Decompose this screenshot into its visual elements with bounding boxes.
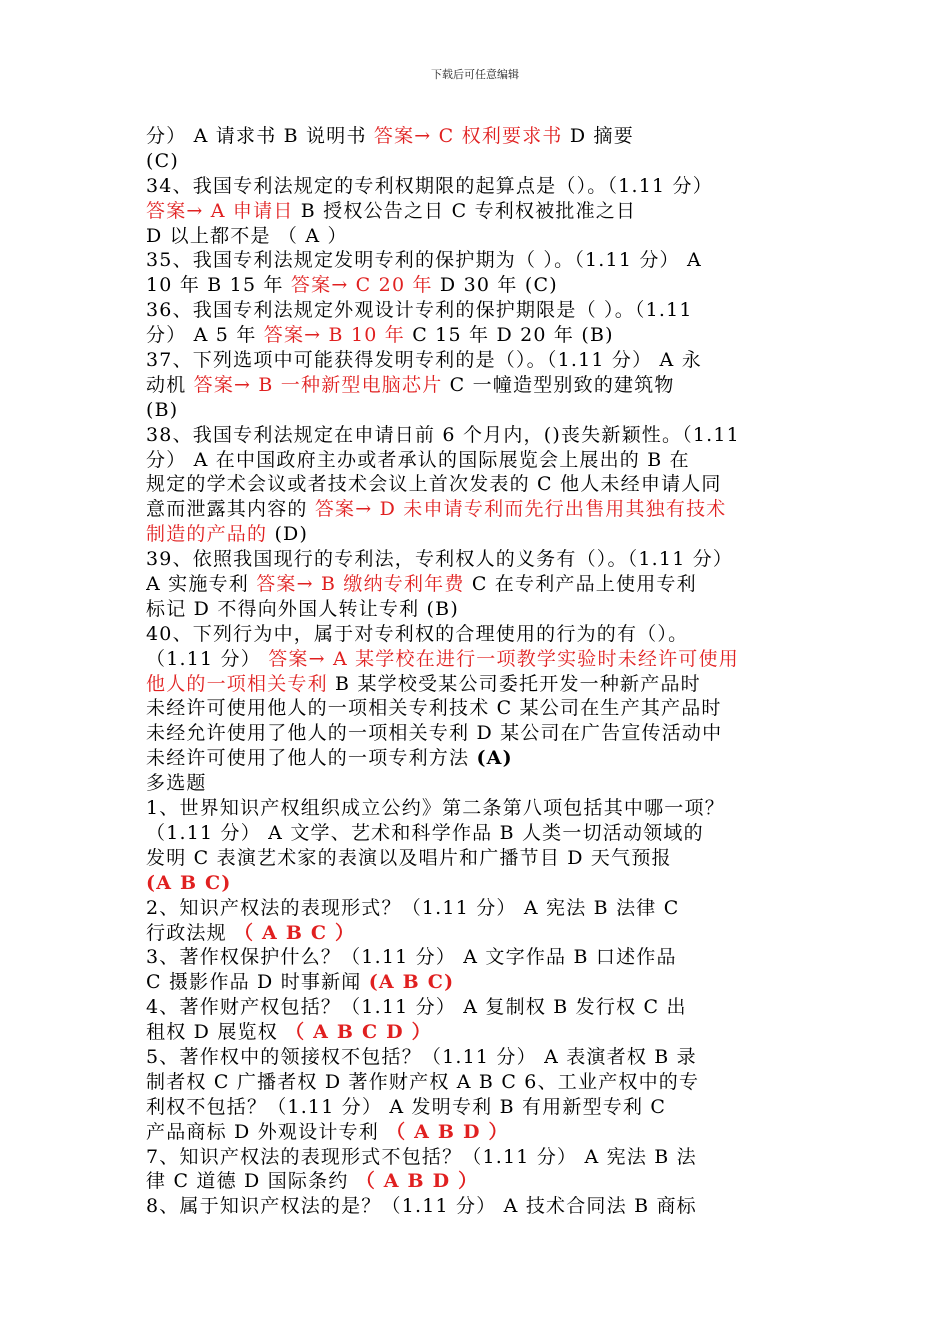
text-line bbox=[146, 771, 808, 796]
line-text: D 以上都不是 （ A ） bbox=[146, 224, 348, 247]
line-text: 动机 bbox=[146, 373, 194, 396]
text-line bbox=[146, 995, 808, 1020]
answer-key: (A B C) bbox=[368, 971, 455, 994]
text-line bbox=[146, 323, 808, 348]
text-line bbox=[146, 696, 808, 721]
answer-text: 答案→ D 未申请专利而先行出售用其独有技术 bbox=[314, 498, 727, 521]
text-line bbox=[146, 1169, 808, 1194]
line-text: D 摘要 bbox=[562, 125, 634, 147]
line-text: 1、世界知识产权组织成立公约》第二条第八项包括其中哪一项？ bbox=[146, 797, 725, 820]
answer-text: 他人的一项相关专利 bbox=[146, 672, 328, 695]
document-body bbox=[146, 124, 808, 1219]
text-line bbox=[146, 647, 808, 672]
text-line bbox=[146, 945, 808, 970]
text-line bbox=[146, 896, 808, 921]
line-text: C 15 年 D 20 年 (B) bbox=[404, 324, 614, 347]
text-line bbox=[146, 497, 808, 522]
line-text: 未经许可使用他人的一项相关专利技术 C 某公司在生产其产品时 bbox=[146, 697, 722, 720]
line-text: 律 C 道德 D 国际条约 bbox=[146, 1170, 356, 1193]
line-text: 38、我国专利法规定在申请日前 6 个月内，()丧失新颖性。（1.11 bbox=[146, 423, 740, 446]
line-text: 4、著作财产权包括？（1.11 分） A 复制权 B 发行权 C 出 bbox=[146, 996, 687, 1019]
text-line bbox=[146, 672, 808, 697]
text-line bbox=[146, 1020, 808, 1045]
line-text: D 30 年 (C) bbox=[432, 274, 558, 297]
line-text: 未经许可使用了他人的一项专利方法 bbox=[146, 747, 477, 770]
text-line bbox=[146, 472, 808, 497]
line-text: (B) bbox=[146, 398, 179, 421]
line-text: 37、下列选项中可能获得发明专利的是（）。（1.11 分） A 永 bbox=[146, 349, 702, 372]
text-line bbox=[146, 348, 808, 373]
line-text: 发明 C 表演艺术家的表演以及唱片和广播节目 D 天气预报 bbox=[146, 846, 672, 869]
text-line bbox=[146, 597, 808, 622]
line-text: C 在专利产品上使用专利 bbox=[464, 573, 697, 596]
line-text: (C) bbox=[146, 149, 179, 172]
text-line bbox=[146, 124, 808, 149]
answer-key: （ A B C ） bbox=[234, 921, 356, 944]
answer-key: （ A B D ） bbox=[355, 1170, 479, 1193]
answer-text: 答案→ C 权利要求书 bbox=[373, 125, 563, 147]
text-line bbox=[146, 970, 808, 995]
text-line bbox=[146, 174, 808, 199]
line-text: 标记 D 不得向外国人转让专利 (B) bbox=[146, 597, 459, 620]
text-line bbox=[146, 423, 808, 448]
text-line bbox=[146, 199, 808, 224]
answer-text: 制造的产品的 bbox=[146, 523, 268, 546]
line-text: 分） A 5 年 bbox=[146, 324, 264, 347]
text-line bbox=[146, 273, 808, 298]
line-text: A 实施专利 bbox=[146, 573, 257, 596]
text-line bbox=[146, 448, 808, 473]
text-line bbox=[146, 248, 808, 273]
answer-text: 答案→ B 缴纳专利年费 bbox=[256, 573, 465, 596]
line-text: 39、依照我国现行的专利法，专利权人的义务有（）。（1.11 分） bbox=[146, 548, 734, 571]
text-line bbox=[146, 871, 808, 896]
text-line bbox=[146, 1070, 808, 1095]
line-text: 利权不包括？（1.11 分） A 发明专利 B 有用新型专利 C bbox=[146, 1095, 667, 1118]
text-line bbox=[146, 1145, 808, 1170]
text-line bbox=[146, 1194, 808, 1219]
answer-key: (A B C) bbox=[146, 871, 232, 894]
line-text: C 一幢造型别致的建筑物 bbox=[442, 373, 675, 396]
text-line bbox=[146, 746, 808, 771]
text-line bbox=[146, 298, 808, 323]
text-line bbox=[146, 1095, 808, 1120]
text-line bbox=[146, 846, 808, 871]
text-line bbox=[146, 796, 808, 821]
answer-key: （ A B C D ） bbox=[285, 1021, 432, 1044]
line-text: 制者权 C 广播者权 D 著作财产权 A B C 6、工业产权中的专 bbox=[146, 1070, 700, 1093]
answer-key: (A) bbox=[476, 747, 513, 770]
text-line bbox=[146, 1045, 808, 1070]
line-text: 7、知识产权法的表现形式不包括？（1.11 分） A 宪法 B 法 bbox=[146, 1145, 697, 1168]
answer-text: 答案→ A 某学校在进行一项教学实验时未经许可使用 bbox=[268, 647, 739, 670]
line-text: 多选题 bbox=[146, 772, 207, 795]
text-line bbox=[146, 149, 808, 174]
line-text: 规定的学术会议或者技术会议上首次发表的 C 他人未经申请人同 bbox=[146, 473, 722, 496]
text-line bbox=[146, 921, 808, 946]
text-line bbox=[146, 398, 808, 423]
text-line bbox=[146, 622, 808, 647]
answer-text: 答案→ C 20 年 bbox=[290, 274, 433, 297]
line-text: 行政法规 bbox=[146, 921, 235, 944]
line-text: 产品商标 D 外观设计专利 bbox=[146, 1120, 387, 1143]
answer-text: 答案→ B 一种新型电脑芯片 bbox=[193, 373, 443, 396]
answer-text: 答案→ B 10 年 bbox=[263, 324, 405, 347]
line-text: 2、知识产权法的表现形式？（1.11 分） A 宪法 B 法律 C bbox=[146, 896, 680, 919]
line-text: 36、我国专利法规定外观设计专利的保护期限是（ ）。（1.11 bbox=[146, 299, 693, 322]
answer-text: 答案→ A 申请日 bbox=[146, 199, 294, 222]
text-line bbox=[146, 721, 808, 746]
line-text: 8、属于知识产权法的是？（1.11 分） A 技术合同法 B 商标 bbox=[146, 1195, 697, 1218]
line-text: 租权 D 展览权 bbox=[146, 1021, 286, 1044]
line-text: 分） A 请求书 B 说明书 bbox=[146, 125, 374, 147]
line-text: 35、我国专利法规定发明专利的保护期为（ ）。（1.11 分） A bbox=[146, 249, 702, 272]
text-line bbox=[146, 821, 808, 846]
text-line bbox=[146, 1120, 808, 1145]
line-text: B 某学校受某公司委托开发一种新产品时 bbox=[327, 672, 701, 695]
text-line bbox=[146, 224, 808, 249]
line-text: B 授权公告之日 C 专利权被批准之日 bbox=[293, 199, 637, 222]
line-text: 40、下列行为中，属于对专利权的合理使用的行为的有（）。 bbox=[146, 622, 689, 645]
line-text: 10 年 B 15 年 bbox=[146, 274, 291, 297]
text-line bbox=[146, 522, 808, 547]
line-text: C 摄影作品 D 时事新闻 bbox=[146, 971, 369, 994]
line-text: 34、我国专利法规定的专利权期限的起算点是（）。（1.11 分） bbox=[146, 174, 713, 197]
text-line bbox=[146, 547, 808, 572]
line-text: 未经允许使用了他人的一项相关专利 D 某公司在广告宣传活动中 bbox=[146, 722, 723, 745]
answer-key: （ A B D ） bbox=[386, 1120, 509, 1143]
line-text: 5、著作权中的领接权不包括？（1.11 分） A 表演者权 B 录 bbox=[146, 1045, 697, 1068]
line-text: （1.11 分） bbox=[146, 647, 269, 670]
line-text: （1.11 分） A 文学、艺术和科学作品 B 人类一切活动领域的 bbox=[146, 821, 704, 844]
text-line bbox=[146, 373, 808, 398]
line-text: 意而泄露其内容的 bbox=[146, 498, 315, 521]
text-line bbox=[146, 572, 808, 597]
line-text: (D) bbox=[267, 523, 309, 546]
line-text: 3、著作权保护什么？（1.11 分） A 文字作品 B 口述作品 bbox=[146, 946, 677, 969]
line-text: 分） A 在中国政府主办或者承认的国际展览会上展出的 B 在 bbox=[146, 448, 690, 471]
page-header: 下载后可任意编辑 bbox=[431, 68, 519, 81]
